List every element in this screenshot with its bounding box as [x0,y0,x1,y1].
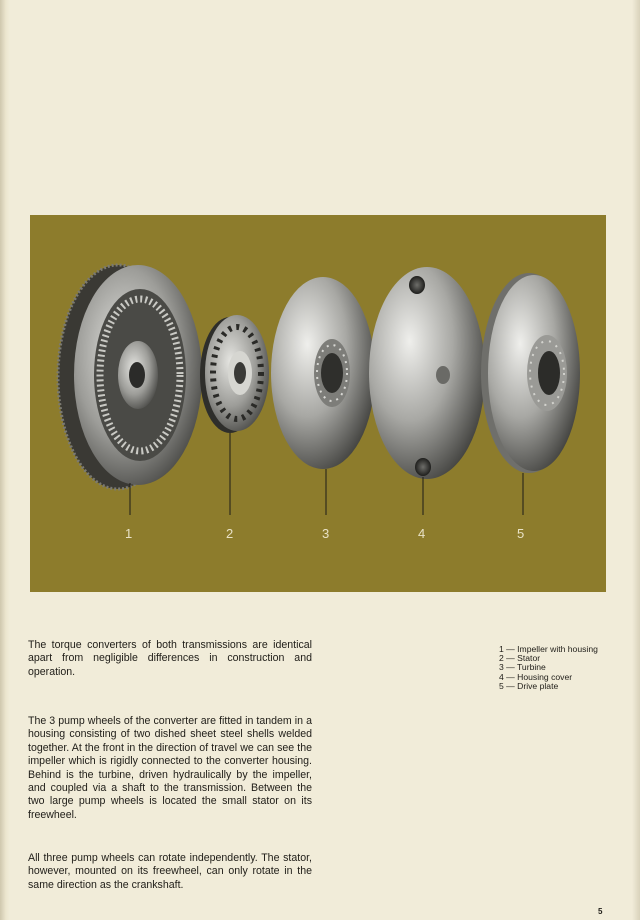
legend-item: 5 — Drive plate [499,680,559,691]
legend-item: 4 — Housing cover [499,671,573,682]
legend-item: 1 — Impeller with housing [499,644,598,654]
page-binding-edge [0,0,10,920]
housing-cover-part [369,267,485,479]
callout-2: 2 [226,526,234,541]
paragraph-pump-wheels [28,715,312,822]
drive-plate-part [481,273,580,473]
legend-item: 3 — Turbine [499,662,546,673]
callout-1: 1 [125,526,133,541]
callout-3: 3 [322,526,330,541]
paragraph-rotation-text: All three pump wheels can rotate independently. The stator, however, mounted on its freewheel, can only rotate in the same direction as the crankshaft. [28,852,312,891]
stator-part [200,315,269,433]
turbine-part [271,277,375,469]
legend-item: 2 — Stator [499,653,541,664]
impeller-part [58,265,202,489]
paragraph-rotation [28,852,312,892]
paragraph-intro-text: The torque converters of both transmissions are identical apart from negligible differences in construction and operation. [28,639,312,678]
paragraph-intro [28,639,312,679]
page-number: 5 [598,907,603,916]
paragraph-pump-wheels-text: The 3 pump wheels of the converter are fitted in tandem in a housing consisting of two dished sheet steel shells welded together. At the front in the direction of travel we can see the impeller which is rigidly connected to the converter housing. Behind is the turbine, driven hydraulically by the impeller, and coupled via a shaft to the transmission. Between the two large pump wheels is located the small stator on its freewheel. [28,715,312,821]
callout-4: 4 [418,526,426,541]
callout-5: 5 [517,526,525,541]
figure-legend [499,645,624,691]
torque-converter-photo [30,215,606,592]
page-outer-edge [632,0,640,920]
